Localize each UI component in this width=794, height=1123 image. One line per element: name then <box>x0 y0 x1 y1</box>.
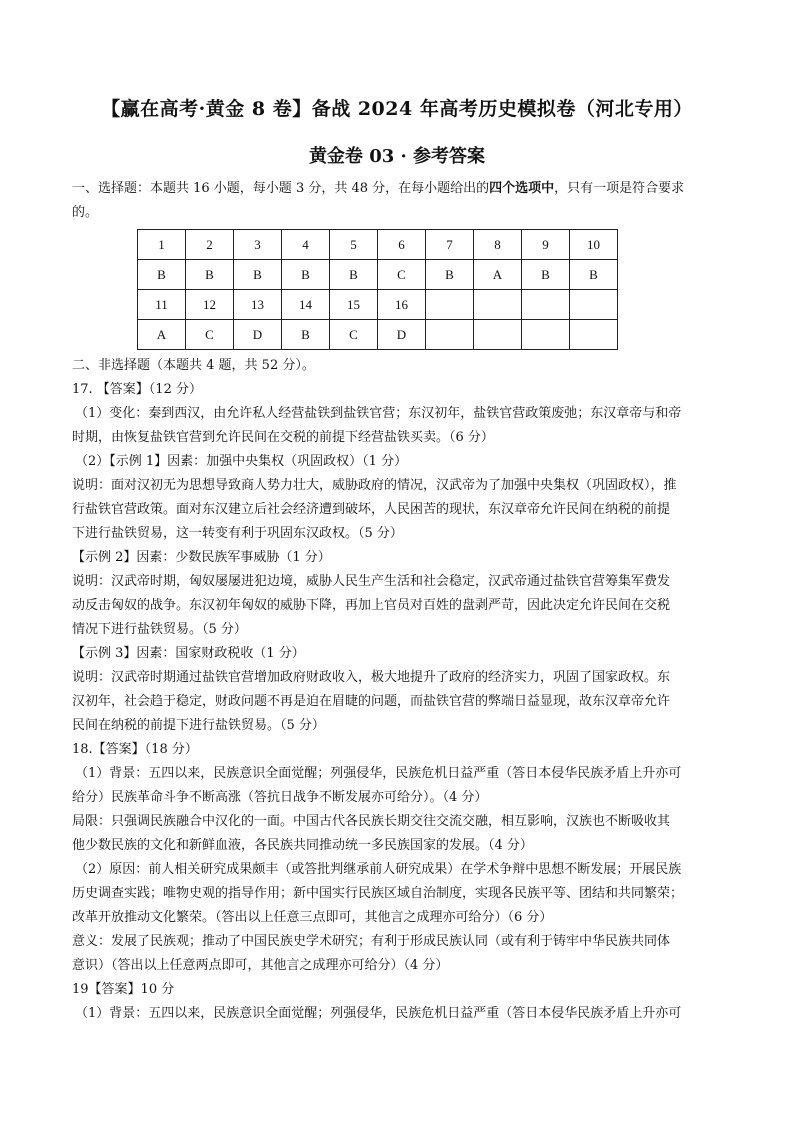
q17-line: 说明：汉武帝时期，匈奴屡屡进犯边境，威胁人民生产生活和社会稳定，汉武帝通过盐铁官营筹集军费发 <box>72 574 671 589</box>
q17-line: 时期，由恢复盐铁官营到允许民间在交税的前提下经营盐铁买卖。（6 分） <box>72 430 494 445</box>
q18-heading: 18.【答案】（18 分） <box>72 742 198 757</box>
q18-line: 历史调查实践；唯物史观的指导作用；新中国实行民族区域自治制度，实现各民族平等、团结和共同繁荣； <box>72 886 684 901</box>
q18-line: 改革开放推动文化繁荣。（答出以上任意三点即可，其他言之成理亦可给分）（6 分） <box>72 910 553 925</box>
table-cell: 15 <box>330 290 378 320</box>
q17-line: 行盐铁官营政策。面对东汉建立后社会经济遭到破坏，人民困苦的现状，东汉章帝允许民间在纳税的前提 <box>72 502 671 517</box>
q19-heading: 19【答案】10 分 <box>72 982 175 997</box>
section1-intro-text-2: ，只有一项是符合要求 <box>554 181 685 196</box>
table-cell <box>474 290 522 320</box>
table-row <box>138 290 618 320</box>
table-cell <box>570 290 618 320</box>
table-cell: 13 <box>234 290 282 320</box>
section1-intro-text: 一、选择题：本题共 16 小题，每小题 3 分，共 48 分，在每小题给出的 <box>72 181 490 196</box>
q18-line: 局限：只强调民族融合中汉化的一面。中国古代各民族长期交往交流交融，相互影响，汉族也不断吸收其 <box>72 814 671 829</box>
page-subtitle: 黄金卷 03 · 参考答案 <box>308 146 486 167</box>
q17-line: 情况下进行盐铁贸易。（5 分） <box>72 622 247 637</box>
section1-intro-emphasis: 四个选项中 <box>489 181 555 196</box>
q18-line: （1）背景：五四以来，民族意识全面觉醒；列强侵华，民族危机日益严重（答日本侵华民族矛盾上升亦可 <box>75 766 682 781</box>
table-cell: B <box>522 260 570 290</box>
table-cell <box>426 320 474 350</box>
table-cell: 5 <box>330 230 378 260</box>
q17-line: （1）变化：秦到西汉，由允许私人经营盐铁到盐铁官营；东汉初年，盐铁官营政策废弛；东汉章帝与和帝 <box>75 406 682 421</box>
q18-line: 给分）民族革命斗争不断高涨（答抗日战争不断发展亦可给分）。（4 分） <box>72 790 488 805</box>
table-cell: 6 <box>378 230 426 260</box>
q17-line: 下进行盐铁贸易，这一转变有利于巩固东汉政权。（5 分） <box>72 526 403 541</box>
answer-table <box>137 229 618 350</box>
table-cell: 10 <box>570 230 618 260</box>
q17-line: 说明：面对汉初无为思想导致商人势力壮大，威胁政府的情况，汉武帝为了加强中央集权（巩固政权），推 <box>72 478 677 493</box>
q18-line: 他少数民族的文化和新鲜血液，各民族共同推动统一多民族国家的发展。（4 分） <box>72 838 533 853</box>
table-row <box>138 320 618 350</box>
table-cell: 7 <box>426 230 474 260</box>
content <box>72 177 724 1026</box>
table-cell: B <box>330 260 378 290</box>
q18-line: 意识）（答出以上任意两点即可，其他言之成理亦可给分）（4 分） <box>72 958 449 973</box>
q17-line: 汉初年，社会趋于稳定，财政问题不再是迫在眉睫的问题，而盐铁官营的弊端日益显现，故东汉章帝允许 <box>72 694 671 709</box>
table-cell: 12 <box>186 290 234 320</box>
table-cell: 3 <box>234 230 282 260</box>
table-cell <box>570 320 618 350</box>
q18-line: （2）原因：前人相关研究成果颇丰（或答批判继承前人研究成果）在学术争辩中思想不断发展；开展民族 <box>75 862 682 877</box>
table-cell: C <box>330 320 378 350</box>
table-cell: D <box>378 320 426 350</box>
q17-line: 【示例 3】因素：国家财政税收（1 分） <box>72 646 305 661</box>
table-cell: A <box>138 320 186 350</box>
table-cell: 14 <box>282 290 330 320</box>
table-cell: 1 <box>138 230 186 260</box>
table-cell: B <box>570 260 618 290</box>
table-cell: B <box>138 260 186 290</box>
table-cell: 16 <box>378 290 426 320</box>
table-cell: C <box>186 320 234 350</box>
table-cell: B <box>282 260 330 290</box>
q18-line: 意义：发展了民族观；推动了中国民族史学术研究；有利于形成民族认同（或有利于铸牢中华民族共同体 <box>72 934 671 949</box>
table-cell: 8 <box>474 230 522 260</box>
table-cell: B <box>426 260 474 290</box>
table-cell: 4 <box>282 230 330 260</box>
table-row <box>138 230 618 260</box>
table-cell: C <box>378 260 426 290</box>
section2-heading: 二、非选择题（本题共 4 题，共 52 分）。 <box>72 358 315 373</box>
section1-intro <box>72 177 724 201</box>
q17-line: （2）【示例 1】因素：加强中央集权（巩固政权）（1 分） <box>75 454 408 469</box>
page-title: 【赢在高考·黄金 8 卷】备战 2024 年高考历史模拟卷（河北专用） <box>101 98 693 120</box>
table-cell: B <box>186 260 234 290</box>
table-cell: 9 <box>522 230 570 260</box>
q17-line: 动反击匈奴的战争。东汉初年匈奴的威胁下降，再加上官员对百姓的盘剥严苛，因此决定允许民间在交税 <box>72 598 671 613</box>
q17-line: 说明：汉武帝时期通过盐铁官营增加政府财政收入，极大地提升了政府的经济实力，巩固了国家政权。东 <box>72 670 671 685</box>
table-cell <box>474 320 522 350</box>
table-cell: 11 <box>138 290 186 320</box>
table-cell: D <box>234 320 282 350</box>
table-cell <box>522 290 570 320</box>
q17-line: 民间在纳税的前提下进行盐铁贸易。（5 分） <box>72 718 325 733</box>
table-cell: B <box>282 320 330 350</box>
table-cell: B <box>234 260 282 290</box>
table-cell: 2 <box>186 230 234 260</box>
q17-heading: 17. 【答案】（12 分） <box>72 382 202 397</box>
q19-line: （1）背景：五四以来，民族意识全面觉醒；列强侵华，民族危机日益严重（答日本侵华民族矛盾上升亦可 <box>75 1006 682 1021</box>
table-cell <box>522 320 570 350</box>
table-cell <box>426 290 474 320</box>
table-cell: A <box>474 260 522 290</box>
table-row <box>138 260 618 290</box>
q17-line: 【示例 2】因素：少数民族军事威胁（1 分） <box>72 550 331 565</box>
section1-intro-end: 的。 <box>72 205 99 220</box>
